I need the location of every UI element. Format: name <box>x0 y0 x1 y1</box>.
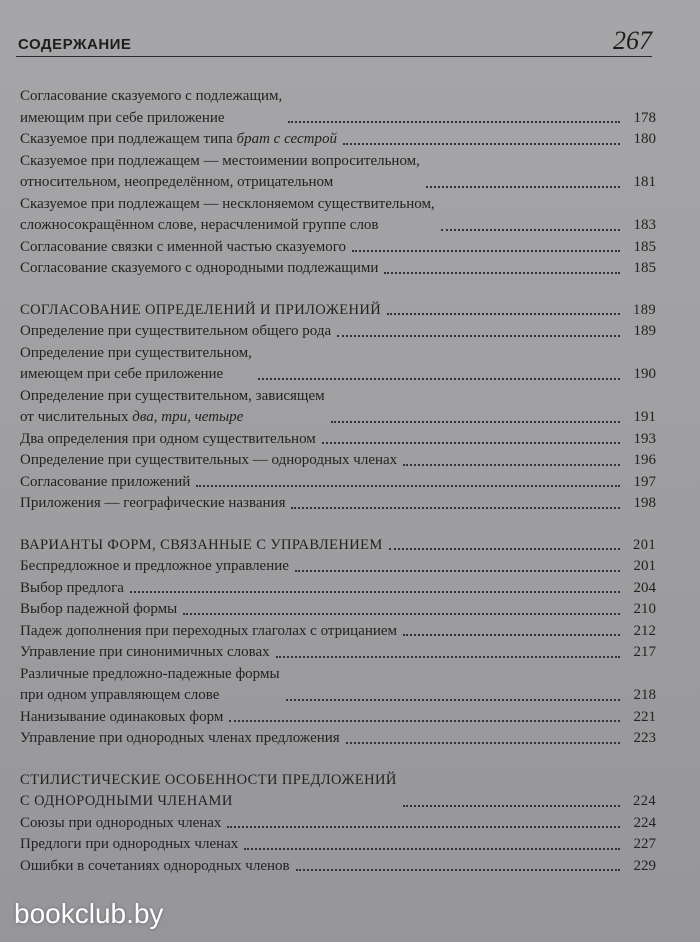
toc-entry-line: Согласование сказуемого с подлежащим, <box>20 88 283 104</box>
toc-entry-title <box>20 429 316 451</box>
toc-entry-line: Нанизывание одинаковых форм <box>20 708 224 725</box>
table-of-contents <box>20 86 656 897</box>
toc-entry <box>20 321 656 343</box>
toc-entry <box>20 621 656 643</box>
toc-page-number: 197 <box>633 473 656 490</box>
toc-entry-title <box>20 707 223 729</box>
dot-leader <box>403 464 620 466</box>
toc-entry-title <box>20 450 397 472</box>
toc-section-heading <box>20 770 656 813</box>
toc-entry-line: имеющем при себе приложение <box>20 366 224 382</box>
toc-section <box>20 86 656 280</box>
toc-entry-line: Сказуемое при подлежащем типа брат с сестрой <box>20 131 337 147</box>
toc-page-number: 223 <box>633 730 656 746</box>
toc-entry-title <box>20 151 420 194</box>
toc-page-number: 193 <box>633 430 656 447</box>
watermark: bookclub.by <box>14 898 164 929</box>
dot-leader <box>389 548 620 550</box>
dot-leader <box>296 869 620 871</box>
toc-entry-line: Управление при однородных членах предложения <box>20 730 340 746</box>
toc-entry <box>20 129 656 151</box>
dot-leader <box>403 634 620 636</box>
toc-entry-line: при одном управляющем слове <box>20 687 220 703</box>
dot-leader <box>295 570 620 572</box>
dot-leader <box>227 826 620 828</box>
toc-entry-line: Сказуемое при подлежащем — местоимении вопросительном, <box>20 152 420 169</box>
toc-entry-title <box>20 770 397 813</box>
toc-entry <box>20 343 656 386</box>
toc-page-number: 190 <box>633 366 656 382</box>
toc-entry-line: Ошибки в сочетаниях однородных членов <box>20 857 290 874</box>
toc-entry-line: Определение при существительном, <box>20 344 252 361</box>
dot-leader <box>441 229 620 231</box>
toc-entry-title <box>20 237 346 259</box>
toc-page-number: 221 <box>633 708 656 725</box>
toc-entry-title <box>20 599 177 621</box>
toc-entry <box>20 642 656 664</box>
toc-entry <box>20 664 656 707</box>
toc-entry-line: Союзы при однородных членах <box>20 814 222 831</box>
toc-entry-title <box>20 343 252 386</box>
dot-leader <box>322 442 620 444</box>
toc-entry <box>20 450 656 472</box>
dot-leader <box>384 272 620 274</box>
toc-entry-title <box>20 258 378 280</box>
dot-leader <box>346 742 620 744</box>
header-rule <box>16 56 652 57</box>
dot-leader <box>331 421 620 423</box>
toc-entry-line: Согласование сказуемого с однородными подлежащими <box>20 260 379 276</box>
toc-section <box>20 770 656 878</box>
dot-leader <box>196 485 620 487</box>
toc-page-number: 201 <box>633 558 656 574</box>
toc-entry <box>20 856 656 878</box>
toc-entry-title <box>20 621 397 643</box>
toc-page-number: 229 <box>633 857 656 874</box>
toc-entry <box>20 578 656 600</box>
toc-entry-line: Выбор падежной формы <box>20 601 178 617</box>
toc-entry <box>20 599 656 621</box>
toc-entry-title <box>20 493 285 515</box>
toc-page-number: 191 <box>633 409 656 425</box>
toc-entry-line: относительном, неопределённом, отрицательном <box>20 174 334 190</box>
toc-page-number: 218 <box>633 687 656 703</box>
toc-entry-title <box>20 129 337 151</box>
toc-entry-line: Сказуемое при подлежащем — несклоняемом существительном, <box>20 195 435 212</box>
toc-entry <box>20 834 656 856</box>
toc-page-number: 217 <box>633 644 656 660</box>
toc-entry-line: Два определения при одном существительном <box>20 430 316 447</box>
toc-entry <box>20 151 656 194</box>
toc-entry-title <box>20 321 331 343</box>
toc-page-number: 185 <box>633 260 656 276</box>
toc-entry-title <box>20 813 221 835</box>
toc-page-number: 183 <box>633 217 656 233</box>
toc-page-number: 227 <box>633 836 656 852</box>
dot-leader <box>244 848 620 850</box>
dot-leader <box>286 699 620 701</box>
toc-page-number: 196 <box>633 452 656 468</box>
dot-leader <box>337 335 620 337</box>
toc-page-number: 180 <box>633 131 656 147</box>
toc-entry-title <box>20 642 270 664</box>
toc-entry <box>20 493 656 515</box>
toc-page-number: 189 <box>633 301 656 318</box>
toc-page-number: 224 <box>633 793 656 809</box>
dot-leader <box>343 143 620 145</box>
toc-page-number: 189 <box>633 323 656 339</box>
toc-entry-line: Беспредложное и предложное управление <box>20 558 289 574</box>
toc-page-number: 185 <box>633 238 656 255</box>
italic-example: брат с сестрой <box>236 131 337 147</box>
toc-entry-title <box>20 300 381 322</box>
dot-leader <box>426 186 620 188</box>
toc-entry-line: ВАРИАНТЫ ФОРМ, СВЯЗАННЫЕ С УПРАВЛЕНИЕМ <box>20 536 383 553</box>
toc-entry-line: Определение при существительном общего рода <box>20 323 332 339</box>
toc-entry <box>20 386 656 429</box>
toc-entry-title <box>20 194 435 237</box>
toc-section-heading <box>20 535 656 557</box>
toc-entry <box>20 707 656 729</box>
toc-entry-line: Определение при существительном, зависящем <box>20 387 325 404</box>
toc-entry-line: сложносокращённом слове, нерасчленимой группе слов <box>20 217 379 233</box>
toc-entry <box>20 237 656 259</box>
toc-entry-line: Предлоги при однородных членах <box>20 836 239 852</box>
toc-entry-line: Определение при существительных — однородных членах <box>20 452 398 468</box>
dot-leader <box>130 591 620 593</box>
dot-leader <box>229 720 620 722</box>
toc-entry-line: Выбор предлога <box>20 579 124 596</box>
toc-page-number: 212 <box>633 622 656 639</box>
toc-entry-line: Согласование связки с именной частью сказуемого <box>20 238 346 255</box>
toc-entry <box>20 813 656 835</box>
toc-entry-line: Падеж дополнения при переходных глаголах с отрицанием <box>20 622 398 639</box>
toc-page-number: 204 <box>633 579 656 596</box>
toc-entry-title <box>20 728 340 750</box>
toc-page-number: 210 <box>633 601 656 617</box>
toc-entry-title <box>20 86 282 129</box>
toc-entry-title <box>20 834 238 856</box>
dot-leader <box>352 250 620 252</box>
toc-entry-line: Согласование приложений <box>20 473 191 490</box>
toc-page-number: 178 <box>633 109 656 126</box>
toc-entry-line: от числительных два, три, четыре <box>20 409 244 425</box>
toc-entry <box>20 86 656 129</box>
dot-leader <box>403 805 620 807</box>
dot-leader <box>288 121 620 123</box>
toc-entry <box>20 556 656 578</box>
dot-leader <box>387 313 620 315</box>
toc-page-number: 198 <box>633 495 656 511</box>
toc-entry-line: С ОДНОРОДНЫМИ ЧЛЕНАМИ <box>20 793 233 809</box>
toc-entry-title <box>20 664 280 707</box>
dot-leader <box>291 507 620 509</box>
toc-entry-title <box>20 386 325 429</box>
toc-page-number: 181 <box>633 174 656 190</box>
dot-leader <box>183 613 620 615</box>
toc-entry-line: имеющим при себе приложение <box>20 109 225 126</box>
toc-section <box>20 300 656 515</box>
toc-entry <box>20 429 656 451</box>
toc-entry-line: Управление при синонимичных словах <box>20 644 270 660</box>
toc-entry-line: СОГЛАСОВАНИЕ ОПРЕДЕЛЕНИЙ И ПРИЛОЖЕНИЙ <box>20 301 382 318</box>
dot-leader <box>258 378 620 380</box>
toc-entry <box>20 258 656 280</box>
toc-entry <box>20 728 656 750</box>
italic-example: два, три, четыре <box>132 409 244 425</box>
toc-entry <box>20 194 656 237</box>
toc-page-number: 201 <box>633 536 656 553</box>
dot-leader <box>276 656 620 658</box>
toc-entry-line: Приложения — географические названия <box>20 495 286 511</box>
toc-entry-line: Различные предложно-падежные формы <box>20 665 280 682</box>
toc-entry-title <box>20 535 383 557</box>
toc-section-heading <box>20 300 656 322</box>
toc-entry-title <box>20 472 190 494</box>
toc-page-number: 224 <box>633 814 656 831</box>
toc-entry <box>20 472 656 494</box>
toc-entry-title <box>20 578 124 600</box>
running-header-title: СОДЕРЖАНИЕ <box>18 36 132 53</box>
toc-entry-title <box>20 556 289 578</box>
toc-entry-title <box>20 856 290 878</box>
page-number: 267 <box>613 26 652 55</box>
toc-section <box>20 535 656 750</box>
toc-entry-line: СТИЛИСТИЧЕСКИЕ ОСОБЕННОСТИ ПРЕДЛОЖЕНИЙ <box>20 771 397 788</box>
